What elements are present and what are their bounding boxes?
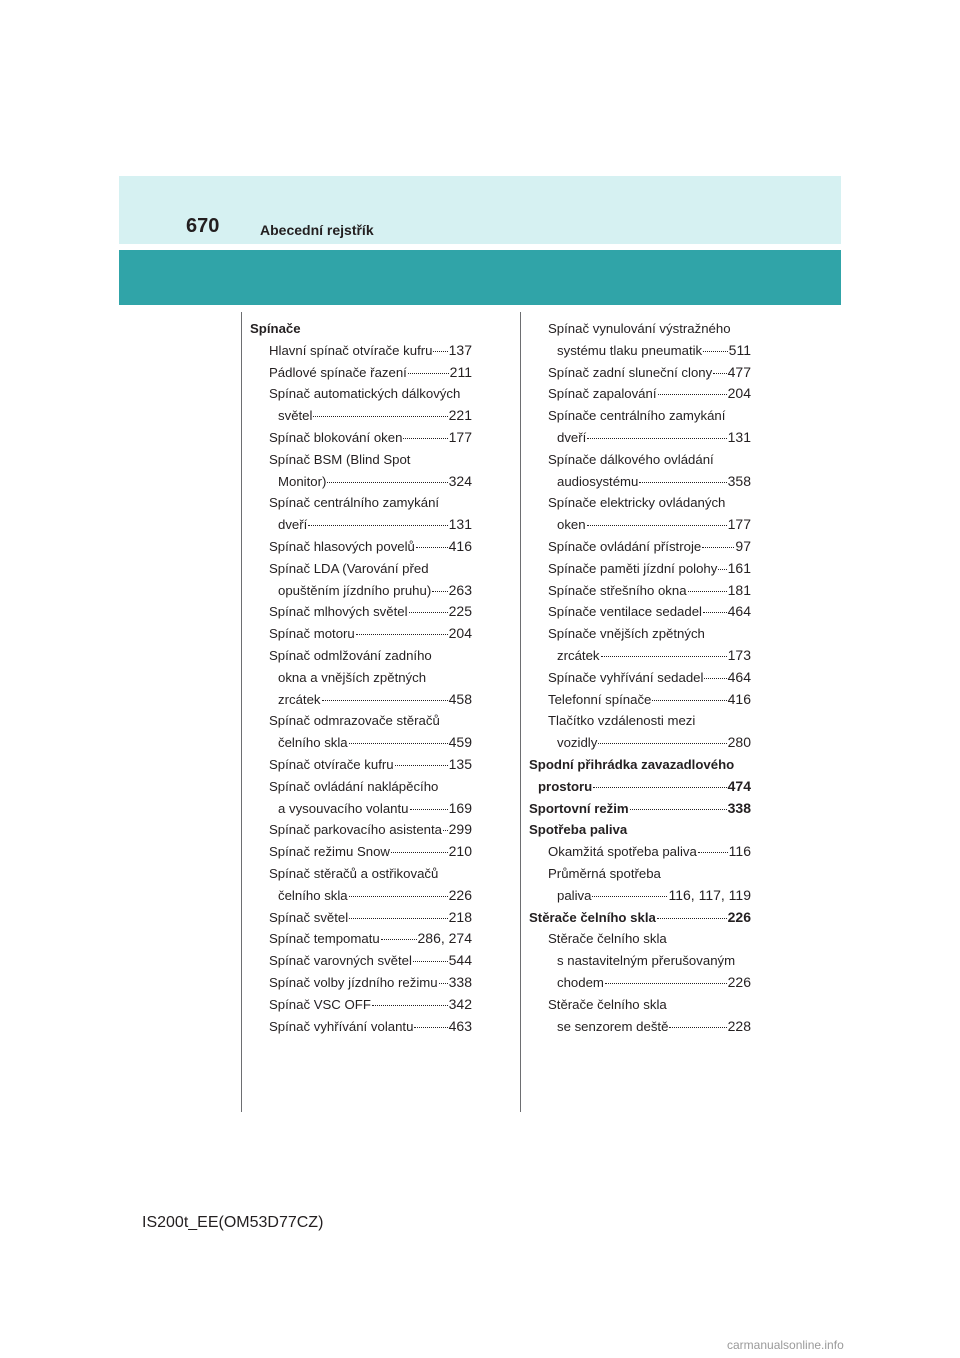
index-entry bbox=[250, 514, 472, 536]
index-entry bbox=[250, 362, 472, 384]
index-entry bbox=[529, 492, 751, 514]
index-entry bbox=[250, 819, 472, 841]
page-reference: 338 bbox=[448, 973, 472, 990]
entry-label: systému tlaku pneumatik bbox=[557, 342, 703, 358]
entry-label: Spínač hlasových povelů bbox=[269, 538, 415, 554]
index-entry bbox=[250, 710, 472, 732]
entry-label: Spínač odmrazovače stěračů bbox=[269, 713, 440, 729]
page-reference: 116 bbox=[728, 843, 751, 860]
index-entry bbox=[250, 667, 472, 689]
index-entry bbox=[250, 689, 472, 711]
index-entry bbox=[250, 732, 472, 754]
index-entry bbox=[529, 776, 751, 798]
entry-label: čelního skla bbox=[278, 735, 348, 751]
index-entry bbox=[529, 318, 751, 340]
entry-label: Monitor) bbox=[278, 473, 327, 489]
entry-label: audiosystému bbox=[557, 473, 639, 489]
entry-label: Spínač motoru bbox=[269, 626, 355, 642]
index-entry bbox=[529, 841, 751, 863]
entry-label: čelního skla bbox=[278, 887, 348, 903]
page-reference: 263 bbox=[448, 581, 472, 598]
page-reference: 204 bbox=[727, 385, 751, 402]
entry-label: Spínače bbox=[250, 321, 301, 336]
entry-label: Spínače vnějších zpětných bbox=[548, 626, 705, 642]
page-number: 670 bbox=[186, 215, 220, 237]
index-entry bbox=[529, 798, 751, 820]
entry-label: Průměrná spotřeba bbox=[548, 865, 661, 881]
index-entry bbox=[250, 471, 472, 493]
page-reference: 221 bbox=[448, 407, 472, 424]
entry-label: Spodní přihrádka zavazadlového bbox=[529, 756, 735, 772]
page-reference: 116, 117, 119 bbox=[668, 886, 751, 903]
entry-label: Spínač vyhřívání volantu bbox=[269, 1018, 414, 1034]
dot-leader bbox=[587, 438, 726, 439]
page-reference: 228 bbox=[727, 1017, 751, 1034]
page-reference: 544 bbox=[448, 952, 472, 969]
index-entry bbox=[250, 383, 472, 405]
index-entry bbox=[250, 950, 472, 972]
dot-leader bbox=[703, 612, 727, 613]
page-reference: 342 bbox=[448, 995, 472, 1012]
page-reference: 474 bbox=[727, 777, 751, 794]
page-reference: 226 bbox=[448, 886, 472, 903]
index-entry bbox=[250, 580, 472, 602]
index-entry bbox=[529, 580, 751, 602]
index-entry bbox=[529, 449, 751, 471]
index-entry bbox=[529, 667, 751, 689]
index-entry bbox=[529, 536, 751, 558]
dot-leader bbox=[410, 809, 448, 810]
page-reference: 416 bbox=[727, 690, 751, 707]
index-entry bbox=[529, 754, 751, 776]
dot-leader bbox=[658, 394, 727, 395]
dot-leader bbox=[327, 482, 447, 483]
index-column-right bbox=[529, 318, 751, 1037]
header-band bbox=[119, 176, 841, 244]
page-reference: 463 bbox=[448, 1017, 472, 1034]
dot-leader bbox=[349, 918, 447, 919]
index-entry bbox=[250, 776, 472, 798]
index-entry bbox=[529, 601, 751, 623]
dot-leader bbox=[443, 830, 448, 831]
entry-label: Pádlové spínače řazení bbox=[269, 364, 407, 380]
page-reference: 477 bbox=[727, 363, 751, 380]
page-reference: 458 bbox=[448, 690, 472, 707]
dot-leader bbox=[381, 939, 417, 940]
entry-label: Spínač varovných světel bbox=[269, 953, 412, 969]
page-reference: 210 bbox=[448, 843, 472, 860]
index-entry bbox=[529, 1016, 751, 1038]
dot-leader bbox=[391, 852, 448, 853]
entry-label: Stěrače čelního skla bbox=[529, 909, 656, 925]
index-entry bbox=[250, 318, 472, 340]
entry-label: Spínač volby jízdního režimu bbox=[269, 974, 438, 990]
index-entry bbox=[250, 885, 472, 907]
index-entry bbox=[250, 449, 472, 471]
dot-leader bbox=[593, 787, 726, 788]
dot-leader bbox=[592, 896, 667, 897]
entry-label: zrcátek bbox=[278, 691, 321, 707]
index-entry bbox=[529, 972, 751, 994]
page-reference: 135 bbox=[448, 755, 472, 772]
index-entry bbox=[250, 798, 472, 820]
page-reference: 211 bbox=[449, 363, 472, 380]
dot-leader bbox=[657, 918, 727, 919]
entry-label: dveří bbox=[278, 517, 308, 533]
dot-leader bbox=[601, 656, 727, 657]
index-entry bbox=[529, 819, 751, 841]
page-reference: 131 bbox=[448, 516, 472, 533]
entry-label: Sportovní režim bbox=[529, 800, 629, 816]
entry-label: Spínač mlhových světel bbox=[269, 604, 408, 620]
entry-label: světel bbox=[278, 408, 313, 424]
page-reference: 169 bbox=[448, 799, 472, 816]
index-entry bbox=[529, 950, 751, 972]
dot-leader bbox=[413, 961, 448, 962]
index-entry bbox=[250, 536, 472, 558]
index-entry bbox=[250, 623, 472, 645]
entry-label: Spínač stěračů a ostřikovačů bbox=[269, 865, 439, 881]
dot-leader bbox=[356, 634, 448, 635]
page-reference: 358 bbox=[727, 472, 751, 489]
index-entry bbox=[529, 558, 751, 580]
dot-leader bbox=[630, 809, 727, 810]
entry-label: Spínače dálkového ovládání bbox=[548, 451, 714, 467]
dot-leader bbox=[409, 612, 448, 613]
page-reference: 131 bbox=[727, 428, 751, 445]
index-entry bbox=[529, 885, 751, 907]
index-entry bbox=[529, 732, 751, 754]
dot-leader bbox=[688, 591, 727, 592]
watermark: carmanualsonline.info bbox=[727, 1338, 844, 1352]
index-entry bbox=[529, 514, 751, 536]
page-reference: 161 bbox=[727, 559, 751, 576]
entry-label: Spotřeba paliva bbox=[529, 822, 628, 838]
index-entry bbox=[529, 340, 751, 362]
index-entry bbox=[529, 994, 751, 1016]
page-reference: 416 bbox=[448, 537, 472, 554]
entry-label: Spínač vynulování výstražného bbox=[548, 321, 731, 336]
entry-label: a vysouvacího volantu bbox=[278, 800, 409, 816]
index-entry bbox=[529, 405, 751, 427]
entry-label: okna a vnějších zpětných bbox=[278, 669, 427, 685]
entry-label: se senzorem deště bbox=[557, 1018, 669, 1034]
dot-leader bbox=[598, 743, 726, 744]
dot-leader bbox=[308, 525, 447, 526]
page-reference: 177 bbox=[448, 428, 472, 445]
index-entry bbox=[529, 471, 751, 493]
page-reference: 225 bbox=[448, 603, 472, 620]
index-column-left bbox=[250, 318, 472, 1037]
page-reference: 173 bbox=[727, 646, 751, 663]
entry-label: Spínač centrálního zamykání bbox=[269, 495, 440, 511]
page-reference: 177 bbox=[727, 516, 751, 533]
entry-label: Spínač odmlžování zadního bbox=[269, 647, 432, 663]
dot-leader bbox=[349, 896, 448, 897]
index-entry bbox=[250, 1016, 472, 1038]
dot-leader bbox=[698, 852, 728, 853]
page-reference: 464 bbox=[727, 603, 751, 620]
index-entry bbox=[250, 405, 472, 427]
entry-label: Spínač zapalování bbox=[548, 386, 657, 402]
index-entry bbox=[529, 362, 751, 384]
dot-leader bbox=[322, 700, 448, 701]
entry-label: Spínače ovládání přístroje bbox=[548, 538, 702, 554]
index-entry bbox=[250, 754, 472, 776]
entry-label: oken bbox=[557, 517, 586, 533]
page-reference: 338 bbox=[727, 799, 751, 816]
dot-leader bbox=[669, 1027, 726, 1028]
page-reference: 324 bbox=[448, 472, 472, 489]
entry-label: Spínače střešního okna bbox=[548, 582, 687, 598]
dot-leader bbox=[605, 983, 727, 984]
entry-label: Stěrače čelního skla bbox=[548, 996, 667, 1012]
dot-leader bbox=[702, 547, 734, 548]
dot-leader bbox=[372, 1005, 448, 1006]
index-entry bbox=[529, 907, 751, 929]
page-reference: 459 bbox=[448, 734, 472, 751]
page-reference: 511 bbox=[728, 341, 751, 358]
index-entry bbox=[250, 601, 472, 623]
dot-leader bbox=[432, 591, 447, 592]
dot-leader bbox=[414, 1027, 447, 1028]
entry-label: Spínače elektricky ovládaných bbox=[548, 495, 726, 511]
left-column-rule bbox=[241, 312, 242, 1112]
index-entry bbox=[529, 863, 751, 885]
page-reference: 137 bbox=[448, 341, 472, 358]
index-entry bbox=[529, 928, 751, 950]
dot-leader bbox=[313, 416, 447, 417]
index-entry bbox=[529, 383, 751, 405]
document-code: IS200t_EE(OM53D77CZ) bbox=[142, 1214, 324, 1231]
entry-label: Spínač zadní sluneční clony bbox=[548, 364, 713, 380]
page-reference: 464 bbox=[727, 668, 751, 685]
dot-leader bbox=[713, 373, 726, 374]
entry-label: Spínač režimu Snow bbox=[269, 844, 390, 860]
entry-label: zrcátek bbox=[557, 647, 600, 663]
index-entry bbox=[250, 492, 472, 514]
index-entry bbox=[529, 710, 751, 732]
dot-leader bbox=[639, 482, 726, 483]
dot-leader bbox=[433, 351, 447, 352]
dot-leader bbox=[652, 700, 726, 701]
entry-label: Spínače vyhřívání sedadel bbox=[548, 669, 704, 685]
page-reference: 280 bbox=[727, 734, 751, 751]
entry-label: Okamžitá spotřeba paliva bbox=[548, 844, 697, 860]
dot-leader bbox=[587, 525, 727, 526]
entry-label: Hlavní spínač otvírače kufru bbox=[269, 342, 433, 358]
index-entry bbox=[250, 841, 472, 863]
entry-label: Spínač VSC OFF bbox=[269, 996, 371, 1012]
entry-label: Stěrače čelního skla bbox=[548, 931, 667, 947]
entry-label: prostoru bbox=[538, 778, 593, 794]
dot-leader bbox=[408, 373, 449, 374]
entry-label: chodem bbox=[557, 974, 604, 990]
entry-label: Spínač blokování oken bbox=[269, 429, 403, 445]
header-accent-bar bbox=[119, 250, 841, 305]
entry-label: Spínač automatických dálkových bbox=[269, 386, 461, 402]
dot-leader bbox=[403, 438, 447, 439]
entry-label: s nastavitelným přerušovaným bbox=[557, 953, 736, 969]
page-reference: 226 bbox=[727, 908, 751, 925]
index-entry bbox=[250, 863, 472, 885]
page-reference: 204 bbox=[448, 625, 472, 642]
entry-label: Telefonní spínače bbox=[548, 691, 652, 707]
entry-label: Spínač otvírače kufru bbox=[269, 756, 394, 772]
entry-label: vozidly bbox=[557, 735, 598, 751]
dot-leader bbox=[395, 765, 448, 766]
entry-label: Spínač tempomatu bbox=[269, 931, 380, 947]
index-entry bbox=[529, 645, 751, 667]
index-entry bbox=[250, 340, 472, 362]
dot-leader bbox=[718, 569, 726, 570]
entry-label: Spínač LDA (Varování před bbox=[269, 560, 429, 576]
right-column-rule bbox=[520, 312, 521, 1112]
entry-label: opuštěním jízdního pruhu) bbox=[278, 582, 432, 598]
index-entry bbox=[529, 623, 751, 645]
dot-leader bbox=[439, 983, 448, 984]
index-entry bbox=[250, 427, 472, 449]
page-reference: 181 bbox=[727, 581, 751, 598]
dot-leader bbox=[704, 678, 726, 679]
page-reference: 286, 274 bbox=[417, 930, 472, 947]
index-entry bbox=[250, 907, 472, 929]
index-entry bbox=[250, 994, 472, 1016]
dot-leader bbox=[703, 351, 728, 352]
index-entry bbox=[529, 689, 751, 711]
entry-label: Spínač parkovacího asistenta bbox=[269, 822, 443, 838]
entry-label: dveří bbox=[557, 429, 587, 445]
entry-label: paliva bbox=[557, 887, 592, 903]
page-title: Abecední rejstřík bbox=[260, 222, 374, 238]
index-entry bbox=[250, 558, 472, 580]
dot-leader bbox=[349, 743, 448, 744]
index-entry bbox=[250, 645, 472, 667]
entry-label: Spínač světel bbox=[269, 909, 349, 925]
entry-label: Spínače ventilace sedadel bbox=[548, 604, 702, 620]
entry-label: Spínač BSM (Blind Spot bbox=[269, 451, 411, 467]
page-reference: 218 bbox=[448, 908, 472, 925]
index-entry bbox=[250, 972, 472, 994]
entry-label: Spínač ovládání naklápěcího bbox=[269, 778, 439, 794]
index-entry bbox=[250, 928, 472, 950]
index-entry bbox=[529, 427, 751, 449]
page-reference: 299 bbox=[448, 821, 472, 838]
dot-leader bbox=[416, 547, 448, 548]
entry-label: Spínače centrálního zamykání bbox=[548, 408, 726, 424]
entry-label: Tlačítko vzdálenosti mezi bbox=[548, 713, 696, 729]
entry-label: Spínače paměti jízdní polohy bbox=[548, 560, 718, 576]
page-reference: 226 bbox=[727, 973, 751, 990]
page-reference: 97 bbox=[735, 537, 751, 554]
